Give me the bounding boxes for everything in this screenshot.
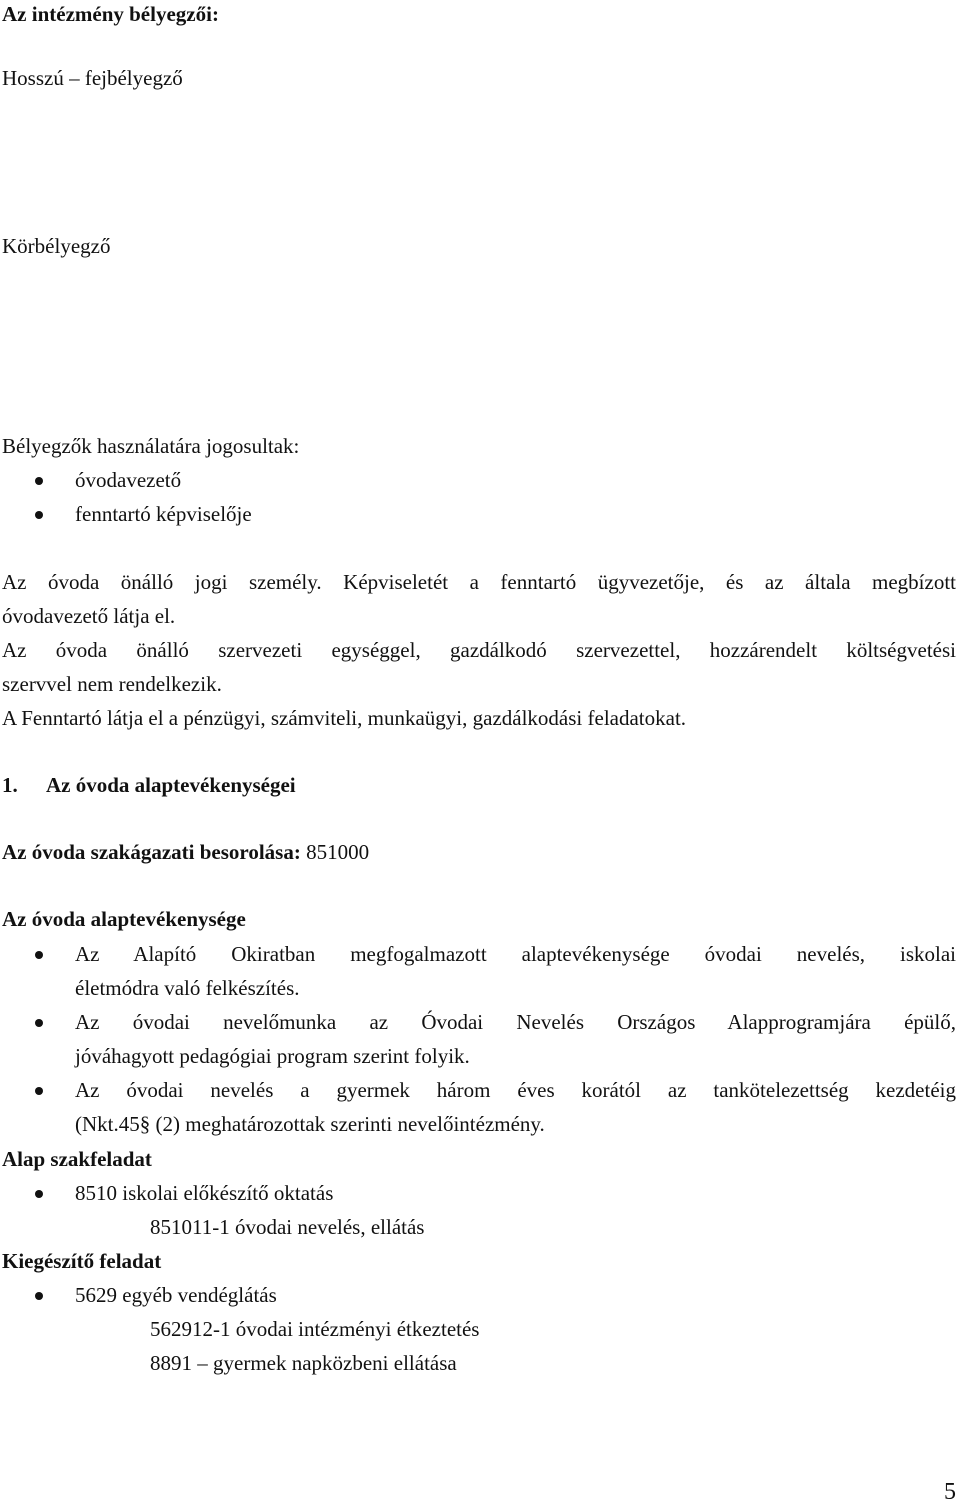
authorized-label: Bélyegzők használatára jogosultak: bbox=[2, 434, 300, 458]
legal-paragraph-line: Az óvoda önálló szervezeti egységgel, gazdálkodó szervezettel, hozzárendelt költségvetési bbox=[2, 638, 956, 662]
long-stamp-label: Hosszú – fejbélyegző bbox=[2, 66, 183, 90]
supplementary-task-title: Kiegészítő feladat bbox=[2, 1249, 162, 1273]
basic-task-title: Alap szakfeladat bbox=[2, 1147, 152, 1171]
bullet-icon bbox=[35, 1087, 43, 1095]
bullet-icon bbox=[35, 1190, 43, 1198]
activity-bullet-line: Az óvodai nevelőmunka az Óvodai Nevelés Országos Alapprogramjára épülő, bbox=[75, 1010, 956, 1034]
authorized-item: óvodavezető bbox=[75, 468, 182, 492]
activity-bullet-line: életmódra való felkészítés. bbox=[75, 976, 300, 1000]
classification-value: 851000 bbox=[306, 840, 370, 864]
classification-label: Az óvoda szakágazati besorolása: bbox=[2, 840, 301, 864]
round-stamp-label: Körbélyegző bbox=[2, 234, 111, 258]
basic-activity-title: Az óvoda alaptevékenysége bbox=[2, 907, 246, 931]
activity-bullet-line: Az Alapító Okiratban megfogalmazott alaptevékenysége óvodai nevelés, iskolai bbox=[75, 942, 956, 966]
activity-bullet-line: (Nkt.45§ (2) meghatározottak szerinti nevelőintézmény. bbox=[75, 1112, 545, 1136]
basic-task-sub: 851011-1 óvodai nevelés, ellátás bbox=[150, 1215, 425, 1239]
supplementary-task-sub: 562912-1 óvodai intézményi étkeztetés bbox=[150, 1317, 480, 1341]
bullet-icon bbox=[35, 477, 43, 485]
legal-paragraph-line: óvodavezető látja el. bbox=[2, 604, 176, 628]
page-number: 5 bbox=[944, 1479, 956, 1505]
legal-paragraph-line: Az óvoda önálló jogi személy. Képviseletét a fenntartó ügyvezetője, és az általa megbízott bbox=[2, 570, 956, 594]
supplementary-task-item: 5629 egyéb vendéglátás bbox=[75, 1283, 277, 1307]
bullet-icon bbox=[35, 951, 43, 959]
bullet-icon bbox=[35, 511, 43, 519]
supplementary-task-sub: 8891 – gyermek napközbeni ellátása bbox=[150, 1351, 457, 1375]
basic-task-item: 8510 iskolai előkészítő oktatás bbox=[75, 1181, 334, 1205]
stamps-heading: Az intézmény bélyegzői: bbox=[2, 2, 219, 26]
legal-paragraph-line: A Fenntartó látja el a pénzügyi, számviteli, munkaügyi, gazdálkodási feladatokat. bbox=[2, 706, 687, 730]
legal-paragraph-line: szervvel nem rendelkezik. bbox=[2, 672, 222, 696]
authorized-item: fenntartó képviselője bbox=[75, 502, 252, 526]
activity-bullet-line: jóváhagyott pedagógiai program szerint folyik. bbox=[75, 1044, 470, 1068]
section-number: 1. bbox=[2, 773, 18, 797]
section-title: Az óvoda alaptevékenységei bbox=[46, 773, 296, 797]
bullet-icon bbox=[35, 1292, 43, 1300]
bullet-icon bbox=[35, 1019, 43, 1027]
activity-bullet-line: Az óvodai nevelés a gyermek három éves korától az tankötelezettség kezdetéig bbox=[75, 1078, 956, 1102]
classification-row bbox=[2, 842, 956, 863]
